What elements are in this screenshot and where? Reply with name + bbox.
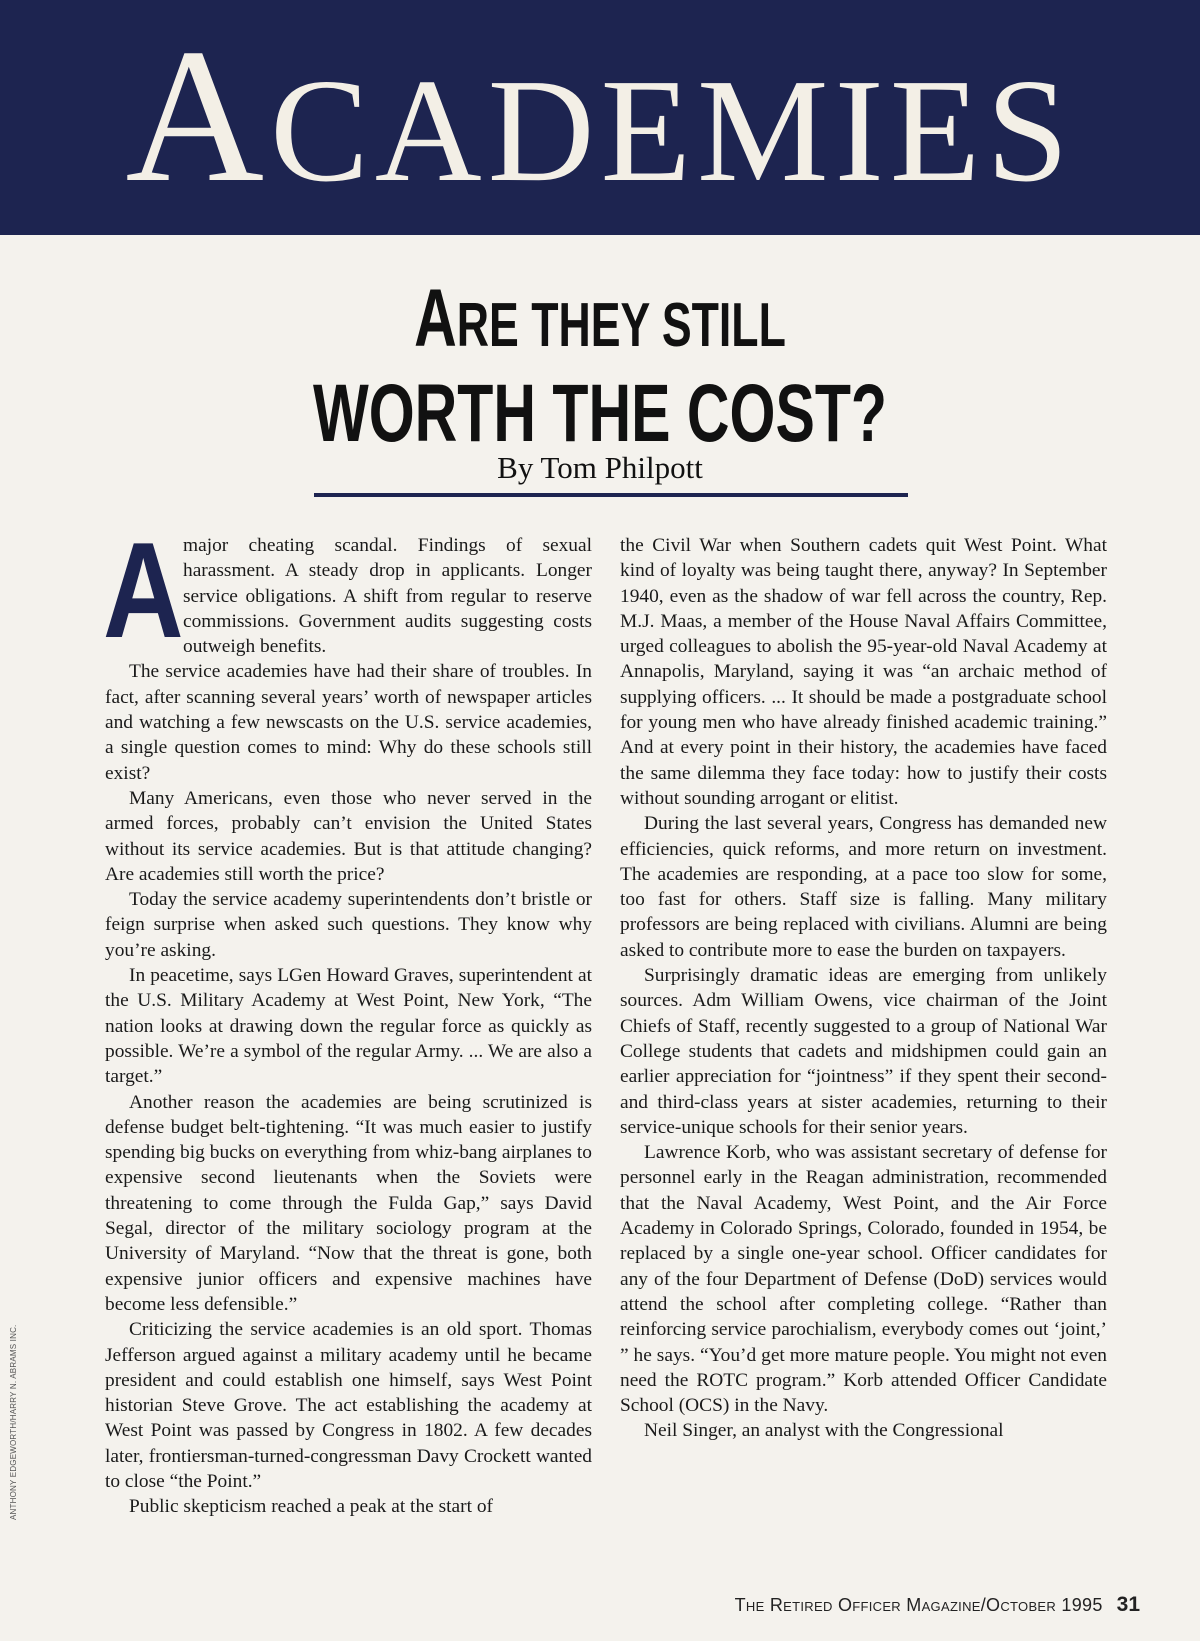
article-column-left bbox=[103, 514, 592, 1520]
article-column-right bbox=[620, 533, 1107, 1444]
headline-line-1-rest: RE THEY STILL bbox=[456, 291, 786, 360]
page-footer bbox=[735, 1593, 1140, 1617]
article-paragraph: Criticizing the service academies is an old sport. Thomas Jefferson argued against a military academy until he became president and could establish one himself, says West Point historian Steve Grove. The act establishing the academy at West Point was passed by Congress in 1802. A few decades later, frontiersman-turned-congressman Davy Crockett wanted to close “the Point.” bbox=[105, 1319, 592, 1492]
page-number: 31 bbox=[1116, 1593, 1140, 1616]
drop-cap: A bbox=[103, 514, 184, 666]
article-paragraph bbox=[103, 514, 592, 666]
article-paragraph: Another reason the academies are being scrutinized is defense budget belt-tightening. “It was much easier to justify spending big bucks on everything from whiz-bang airplanes to expensive second lieutenants when the Soviets were threatening to come through the Fulda Gap,” says David Segal, director of the military sociology program at the University of Maryland. “Now that the threat is gone, both expensive junior officers and expensive machines have become less defensible.” bbox=[105, 1091, 592, 1315]
section-title bbox=[0, 9, 1200, 222]
article-paragraph: Many Americans, even those who never served in the armed forces, probably can’t envision the United States without its service academies. But is that attitude changing? Are academies still worth the price? bbox=[105, 787, 592, 885]
article-headline bbox=[168, 275, 1032, 458]
masthead-banner bbox=[0, 0, 1200, 235]
publication-name: The Retired Officer Magazine/October 1995 bbox=[734, 1595, 1103, 1615]
paragraph-text: major cheating scandal. Findings of sexual harassment. A steady drop in applicants. Longer service obligations. A shift from regular to reserve commissions. Government audits suggesting costs outweigh benefits. bbox=[183, 535, 592, 658]
title-divider bbox=[314, 493, 908, 497]
article-paragraph: During the last several years, Congress has demanded new efficiencies, quick reforms, and more return on investment. The academies are responding, at a pace too slow for some, too fast for others. Staff size is falling. Many military professors are being replaced with civilians. Alumni are being asked to contribute more to ease the burden on taxpayers. bbox=[620, 813, 1107, 961]
article-paragraph: Today the service academy superintendents don’t bristle or feign surprise when asked such questions. They know why you’re asking. bbox=[105, 889, 592, 961]
article-paragraph: Lawrence Korb, who was assistant secretary of defense for personnel early in the Reagan administration, recommended that the Naval Academy, West Point, and the Air Force Academy in Colorado Springs, Colorado, founded in 1954, be replaced by a single one-year school. Officer candidates for any of the four Department of Defense (DoD) services would attend the school after completing college. “Rather than reinforcing service parochialism, everybody comes out ‘joint,’ ” he says. “You’d get more mature people. You might not even need the ROTC program.” Korb attended Officer Candidate School (OCS) in the Navy. bbox=[620, 1142, 1107, 1417]
photo-credit: ANTHONY EDGEWORTH/HARRY N. ABRAMS INC. bbox=[9, 1324, 18, 1520]
article-paragraph: Surprisingly dramatic ideas are emerging from unlikely sources. Adm William Owens, vice chairman of the Joint Chiefs of Staff, recently suggested to a group of National War College students that cadets and midshipmen could gain an earlier appreciation for “jointness” if they spent their second- and third-class years at sister academies, returning to their service-unique schools for their senior years. bbox=[620, 965, 1107, 1138]
section-title-rest: CADEMIES bbox=[270, 49, 1075, 213]
article-paragraph: In peacetime, says LGen Howard Graves, superintendent at the U.S. Military Academy at West Point, New York, “The nation looks at drawing down the regular force as quickly as possible. We’re a symbol of the regular Army. ... We are also a target.” bbox=[105, 965, 592, 1088]
article-paragraph: Neil Singer, an analyst with the Congressional bbox=[644, 1420, 1004, 1442]
article-paragraph: Public skepticism reached a peak at the start of bbox=[129, 1496, 493, 1518]
headline-line-2 bbox=[168, 370, 1032, 458]
headline-line-1-initial: A bbox=[414, 273, 457, 364]
byline: By Tom Philpott bbox=[497, 450, 703, 485]
article-paragraph: the Civil War when Southern cadets quit West Point. What kind of loyalty was being taught there, anyway? In September 1940, even as the shadow of war fell across the country, Rep. M.J. Maas, a member of the House Naval Affairs Committee, urged colleagues to abolish the 95-year-old Naval Academy at Annapolis, Maryland, saying it was “an archaic method of supplying officers. ... It should be made a postgraduate school for young men who have already finished academic training.” And at every point in their history, the academies have faced the same dilemma they face today: how to justify their costs without sounding arrogant or elitist. bbox=[620, 535, 1107, 809]
headline-line-1 bbox=[168, 275, 1032, 370]
article-paragraph: The service academies have had their share of troubles. In fact, after scanning several years’ worth of newspaper articles and watching a few newscasts on the U.S. service academies, a single question comes to mind: Why do these schools still exist? bbox=[105, 661, 592, 784]
headline-line-2-text: WORTH THE COST? bbox=[313, 368, 887, 459]
section-title-initial: A bbox=[125, 9, 271, 222]
